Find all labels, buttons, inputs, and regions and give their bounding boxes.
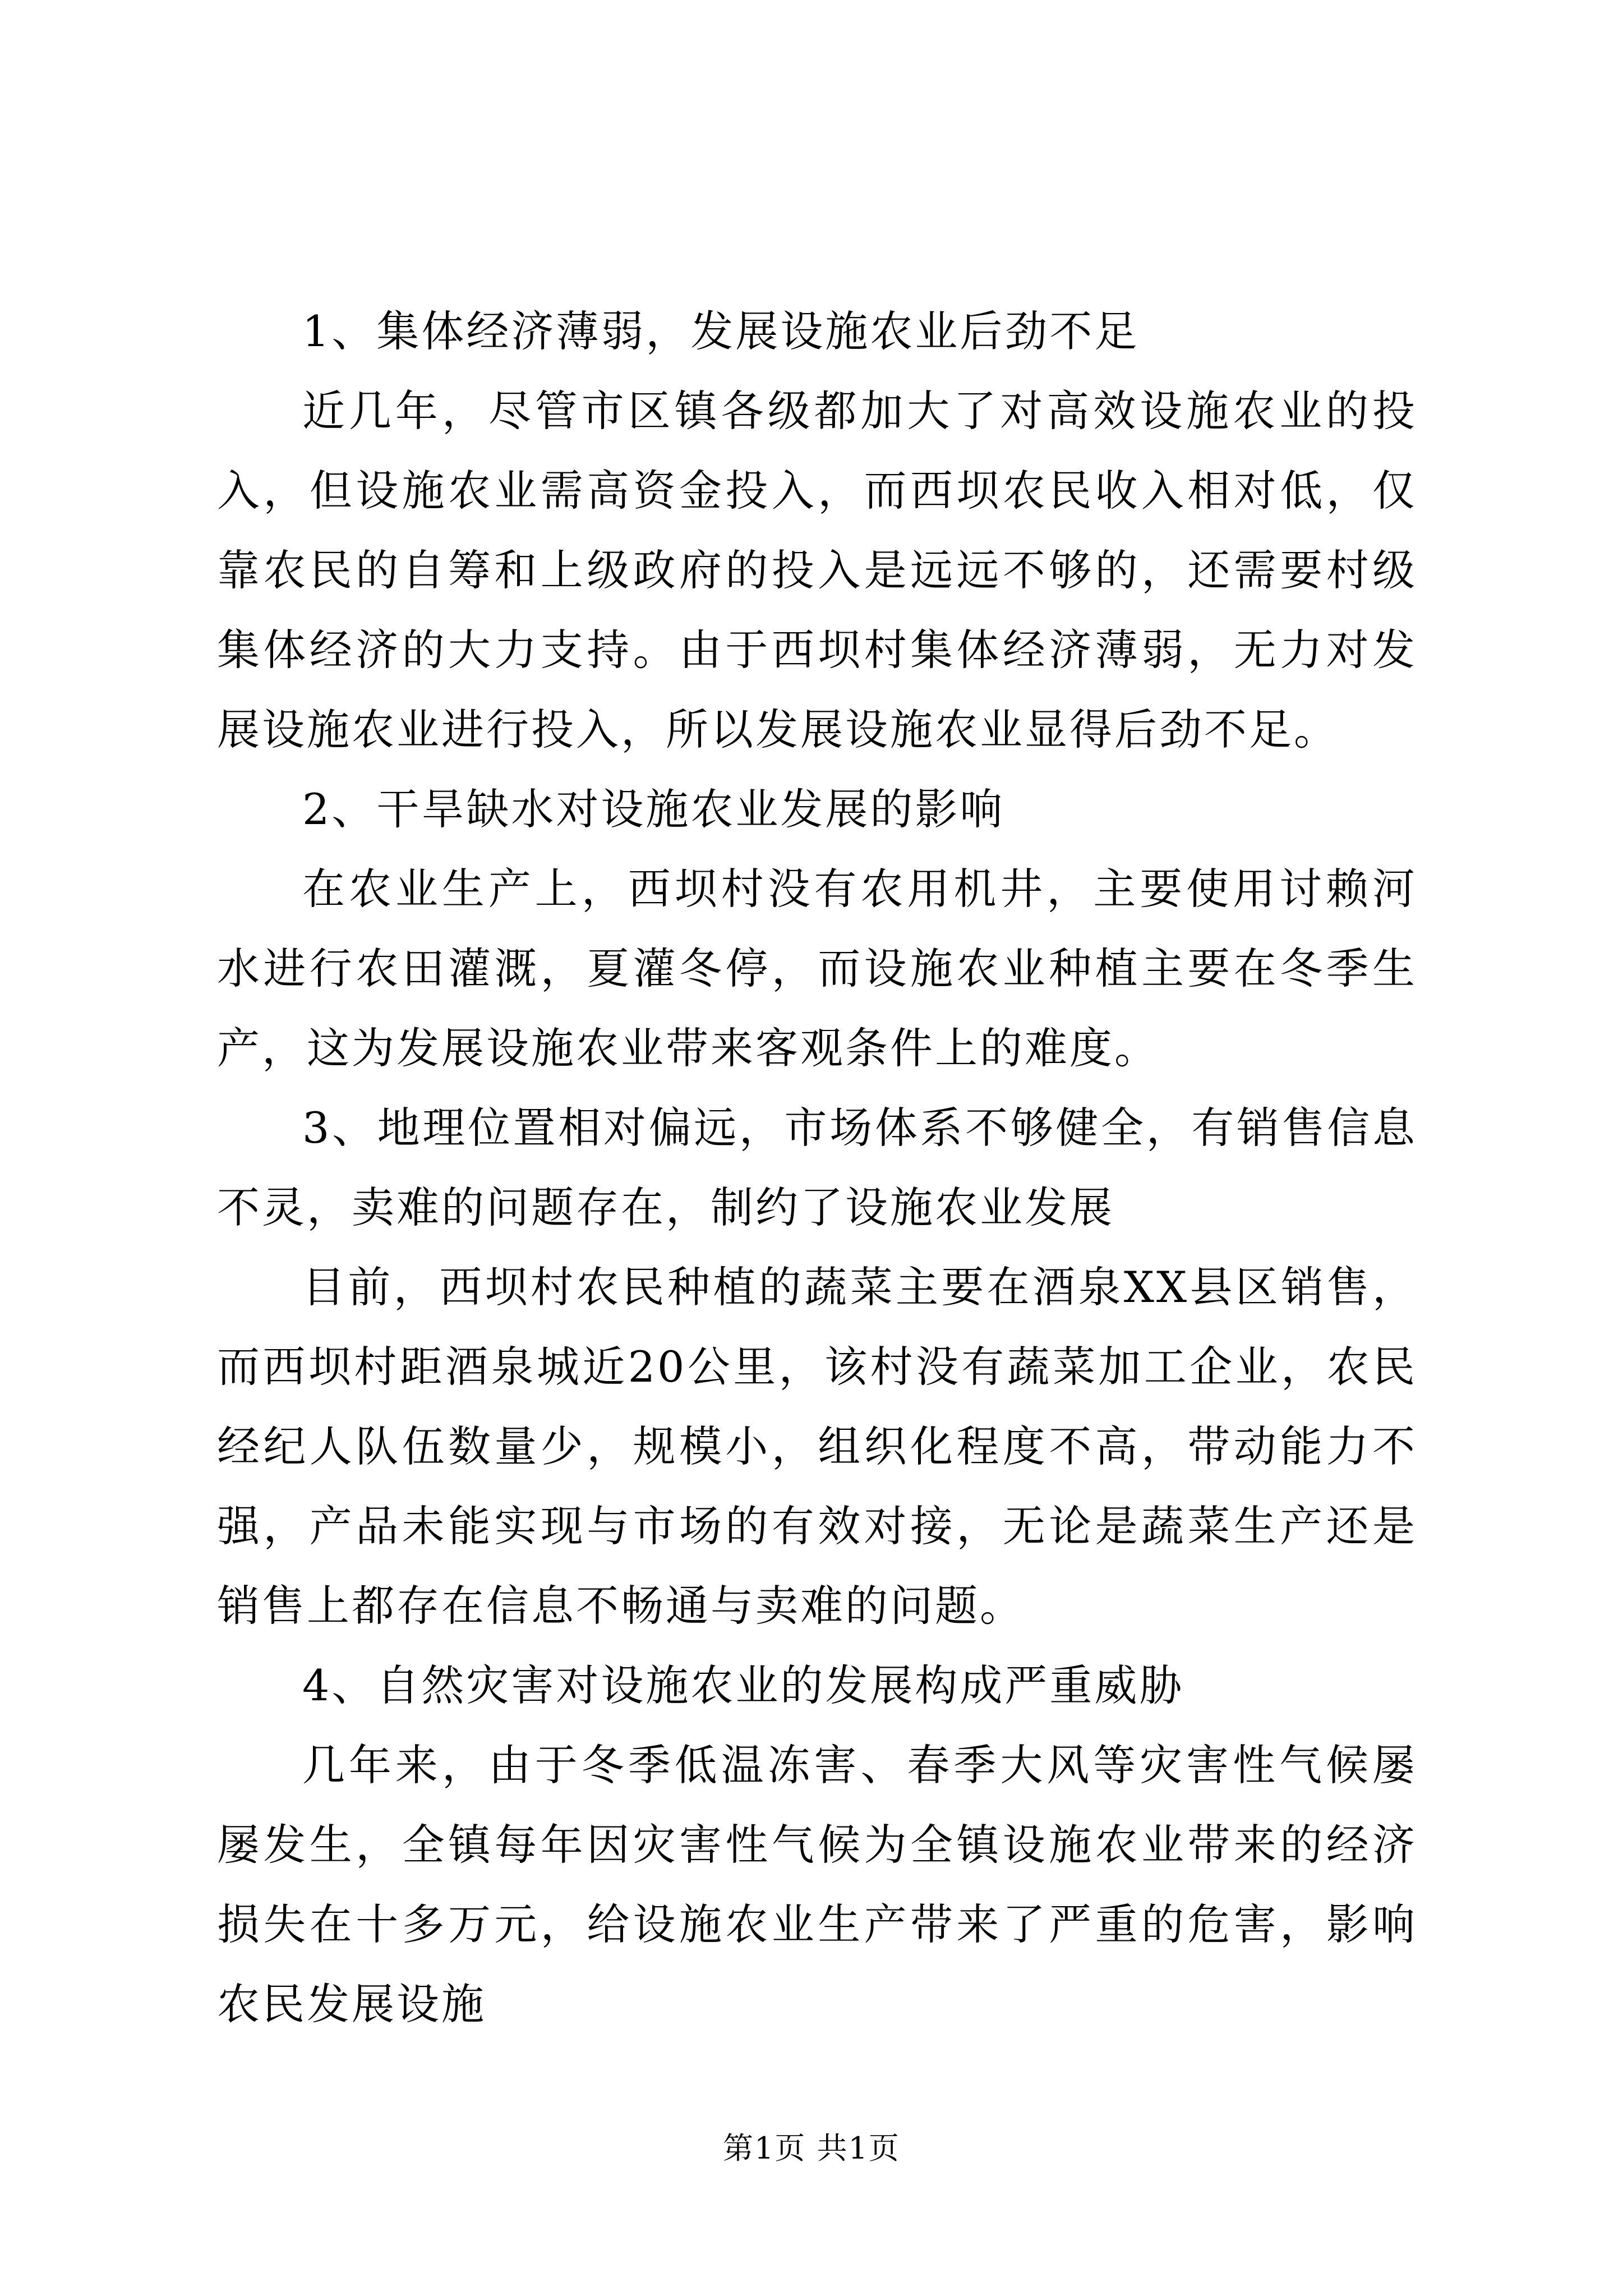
paragraph: 近几年，尽管市区镇各级都加大了对高效设施农业的投入，但设施农业需高资金投入，而西坝农民收入相对低，仅靠农民的自筹和上级政府的投入是远远不够的，还需要村级集体经济的大力支持。由于西坝村集体经济薄弱，无力对发展设施农业进行投入，所以发展设施农业显得后劲不足。 [217, 386, 1417, 754]
paragraph: 几年来，由于冬季低温冻害、春季大风等灾害性气候屡屡发生，全镇每年因灾害性气候为全镇设施农业带来的经济损失在十多万元，给设施农业生产带来了严重的危害，影响农民发展设施 [217, 1740, 1417, 2029]
document-body [217, 292, 1417, 2044]
page-footer: 第1页 共1页 [723, 2131, 900, 2166]
heading-2: 2、干旱缺水对设施农业发展的影响 [302, 784, 1005, 834]
heading-1: 1、集体经济薄弱，发展设施农业后劲不足 [302, 306, 1140, 356]
paragraph: 目前，西坝村农民种植的蔬菜主要在酒泉XX县区销售，而西坝村距酒泉城近20公里，该村没有蔬菜加工企业，农民经纪人队伍数量少，规模小，组织化程度不高，带动能力不强，产品未能实现与市场的有效对接，无论是蔬菜生产还是销售上都存在信息不畅通与卖难的问题。 [217, 1262, 1417, 1631]
heading-4: 4、自然灾害对设施农业的发展构成严重威胁 [302, 1660, 1184, 1710]
paragraph: 在农业生产上，西坝村没有农用机井，主要使用讨赖河水进行农田灌溉，夏灌冬停，而设施农业种植主要在冬季生产，这为发展设施农业带来客观条件上的难度。 [217, 864, 1417, 1073]
heading-3: 3、地理位置相对偏远，市场体系不够健全，有销售信息不灵，卖难的问题存在，制约了设施农业发展 [217, 1103, 1417, 1232]
